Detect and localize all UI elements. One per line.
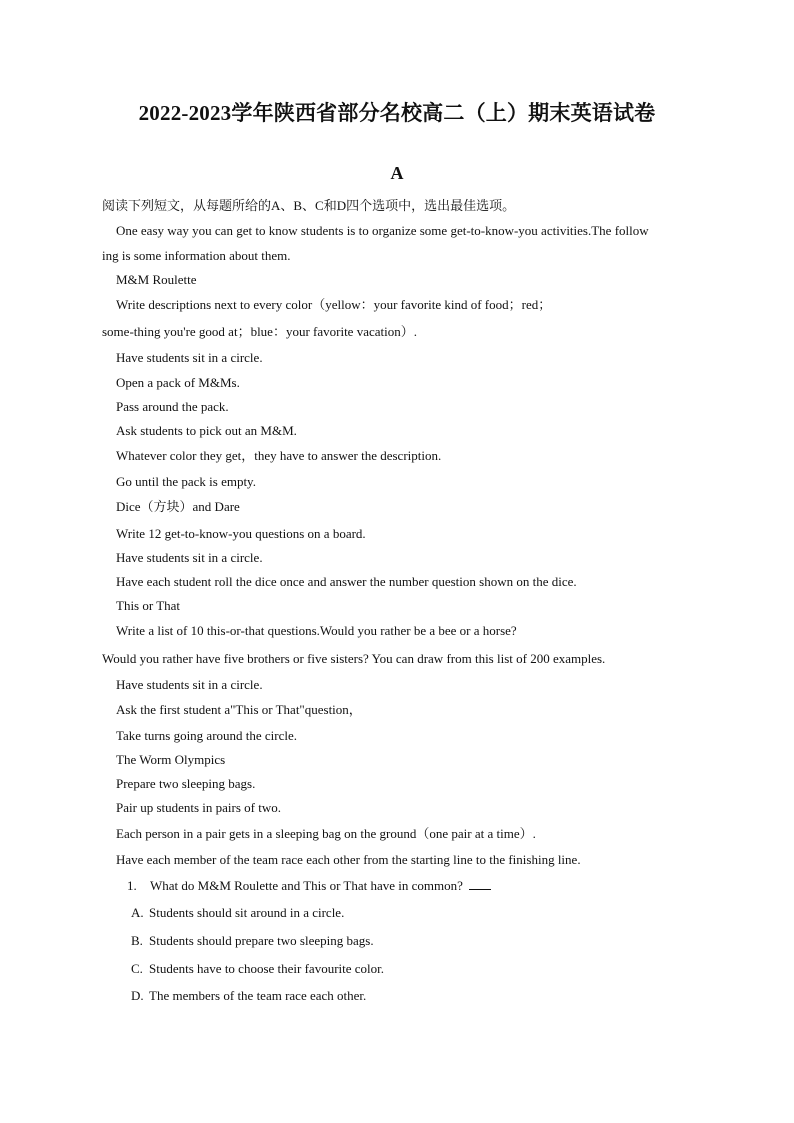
passage-line: Ask the first student a"This or That"question，: [116, 702, 362, 717]
option-text: Students have to choose their favourite color.: [149, 961, 385, 976]
passage-line: ing is some information about them.: [102, 248, 291, 263]
option-d[interactable]: [131, 987, 366, 1005]
activity-heading: Dice（方块）and Dare: [116, 499, 240, 514]
page-title: 2022-2023学年陕西省部分名校高二（上）期末英语试卷: [138, 101, 656, 125]
passage-line: Take turns going around the circle.: [116, 728, 298, 743]
passage-line: Go until the pack is empty.: [116, 474, 256, 489]
passage-line: Open a pack of M&Ms.: [116, 375, 240, 390]
option-c[interactable]: [131, 960, 384, 978]
activity-heading: This or That: [116, 598, 181, 613]
passage-line: Prepare two sleeping bags.: [116, 776, 256, 791]
option-letter: C.: [131, 961, 143, 976]
passage-line: Have students sit in a circle.: [116, 350, 263, 365]
passage-line: Have students sit in a circle.: [116, 677, 263, 692]
passage-line: Each person in a pair gets in a sleeping bag on the ground（one pair at a time）.: [116, 826, 536, 841]
instruction-text: 阅读下列短文，从每题所给的A、B、C和D四个选项中，选出最佳选项。: [102, 198, 516, 213]
answer-blank[interactable]: [469, 877, 491, 890]
passage-line: Pass around the pack.: [116, 399, 229, 414]
question-number: 1.: [127, 878, 137, 893]
passage-line: One easy way you can get to know students is to organize some get-to-know-you activities.The follow: [116, 223, 649, 238]
option-b[interactable]: [131, 932, 374, 950]
option-text: Students should sit around in a circle.: [149, 905, 345, 920]
option-text: Students should prepare two sleeping bags.: [149, 933, 374, 948]
question-1: [127, 877, 491, 895]
passage-line: Write a list of 10 this-or-that questions.Would you rather be a bee or a horse?: [116, 623, 517, 638]
passage-line: Have each student roll the dice once and answer the number question shown on the dice.: [116, 574, 577, 589]
question-text: What do M&M Roulette and This or That have in common?: [150, 878, 463, 893]
passage-line: Would you rather have five brothers or five sisters? You can draw from this list of 200 examples.: [102, 651, 606, 666]
passage-line: Have each member of the team race each other from the starting line to the finishing line.: [116, 852, 581, 867]
passage-line: Write 12 get-to-know-you questions on a board.: [116, 526, 366, 541]
option-letter: D.: [131, 988, 144, 1003]
activity-heading: The Worm Olympics: [116, 752, 226, 767]
passage-line: some-thing you're good at；blue：your favorite vacation）.: [102, 324, 417, 339]
passage-line: Have students sit in a circle.: [116, 550, 263, 565]
activity-heading: M&M Roulette: [116, 272, 197, 287]
section-heading: A: [390, 163, 404, 183]
option-a[interactable]: [131, 904, 344, 922]
passage-line: Whatever color they get，they have to answer the description.: [116, 448, 442, 463]
option-text: The members of the team race each other.: [149, 988, 367, 1003]
option-letter: B.: [131, 933, 143, 948]
option-letter: A.: [131, 905, 144, 920]
passage-line: Write descriptions next to every color（yellow：your favorite kind of food；red；: [116, 297, 552, 312]
passage-line: Ask students to pick out an M&M.: [116, 423, 297, 438]
passage-line: Pair up students in pairs of two.: [116, 800, 282, 815]
